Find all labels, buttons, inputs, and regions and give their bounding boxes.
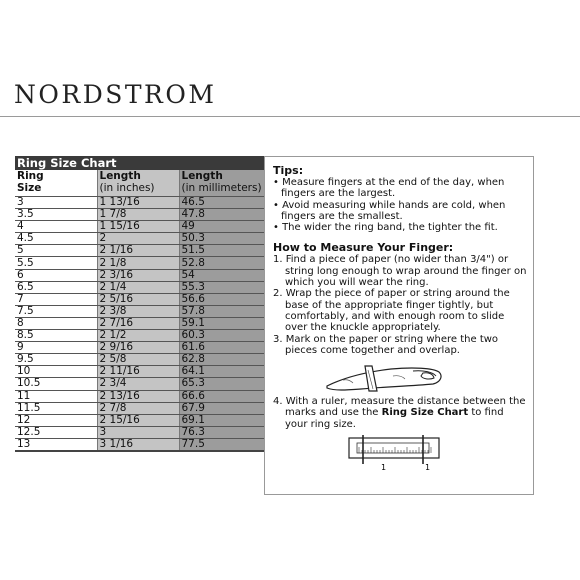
- length-inches-cell: 2 3/8: [97, 305, 179, 317]
- table-row: [15, 342, 266, 354]
- ring-size-cell: 10: [15, 366, 97, 378]
- tips-heading: Tips:: [273, 164, 304, 177]
- table-row: [15, 354, 266, 366]
- table-row: [15, 305, 266, 317]
- length-inches-cell: 2 9/16: [97, 342, 179, 354]
- ruler-icon: [273, 430, 529, 474]
- table-row: [15, 245, 266, 257]
- header-label: Length: [181, 170, 223, 182]
- ring-size-chart: [15, 156, 266, 452]
- table-row: [15, 317, 266, 329]
- length-mm-cell: 57.8: [179, 305, 266, 317]
- ring-size-cell: 12.5: [15, 426, 97, 438]
- ring-size-cell: 3: [15, 197, 97, 209]
- ring-size-cell: 5: [15, 245, 97, 257]
- table-row: [15, 233, 266, 245]
- length-mm-cell: 56.6: [179, 293, 266, 305]
- ring-size-cell: 6.5: [15, 281, 97, 293]
- finger-with-paper-strip-icon: [273, 356, 529, 396]
- ring-size-cell: 4.5: [15, 233, 97, 245]
- table-row: [15, 402, 266, 414]
- ruler-number: 1: [381, 463, 387, 473]
- header-divider: [0, 116, 580, 117]
- table-row: [15, 197, 266, 209]
- table-row: [15, 366, 266, 378]
- length-mm-cell: 51.5: [179, 245, 266, 257]
- header-length-mm: [179, 170, 266, 197]
- tips-panel: [264, 156, 534, 495]
- length-inches-cell: 2 5/16: [97, 293, 179, 305]
- ring-size-cell: 9: [15, 342, 97, 354]
- length-inches-cell: 2 13/16: [97, 390, 179, 402]
- step4-chart-ref: Ring Size Chart: [381, 407, 469, 419]
- ring-size-cell: 8: [15, 317, 97, 329]
- length-inches-cell: 3 1/16: [97, 438, 179, 451]
- table-row: [15, 257, 266, 269]
- length-inches-cell: 2 7/16: [97, 317, 179, 329]
- ring-size-cell: 3.5: [15, 209, 97, 221]
- length-mm-cell: 54: [179, 269, 266, 281]
- howto-step: [273, 396, 527, 430]
- length-mm-cell: 59.1: [179, 317, 266, 329]
- length-mm-cell: 69.1: [179, 414, 266, 426]
- howto-step: 2. Wrap the piece of paper or string around the base of the appropriate finger tightly, but comfortably, and with enough room to slide over the knuckle appropriately.: [273, 288, 510, 334]
- length-inches-cell: 1 7/8: [97, 209, 179, 221]
- length-mm-cell: 66.6: [179, 390, 266, 402]
- table-row: [15, 281, 266, 293]
- table-row: [15, 378, 266, 390]
- length-mm-cell: 64.1: [179, 366, 266, 378]
- table-row: [15, 390, 266, 402]
- table-row: [15, 426, 266, 438]
- length-inches-cell: 2 1/8: [97, 257, 179, 269]
- chart-title: Ring Size Chart: [15, 156, 266, 170]
- header-ring-size: [15, 170, 97, 197]
- ring-size-cell: 4: [15, 221, 97, 233]
- length-mm-cell: 50.3: [179, 233, 266, 245]
- length-inches-cell: 2: [97, 233, 179, 245]
- ring-size-cell: 11: [15, 390, 97, 402]
- ring-size-cell: 12: [15, 414, 97, 426]
- nordstrom-logo: NORDSTROM: [14, 80, 217, 109]
- ring-size-cell: 8.5: [15, 330, 97, 342]
- length-mm-cell: 67.9: [179, 402, 266, 414]
- ring-size-cell: 13: [15, 438, 97, 451]
- length-mm-cell: 60.3: [179, 330, 266, 342]
- table-row: [15, 293, 266, 305]
- step4-text: to find your ring size.: [285, 407, 504, 430]
- length-mm-cell: 77.5: [179, 438, 266, 451]
- length-mm-cell: 62.8: [179, 354, 266, 366]
- table-row: [15, 438, 266, 451]
- length-inches-cell: 2 1/4: [97, 281, 179, 293]
- howto-heading: How to Measure Your Finger:: [273, 241, 454, 255]
- length-inches-cell: 3: [97, 426, 179, 438]
- howto-step: 3. Mark on the paper or string where the two pieces come together and overlap.: [273, 333, 499, 356]
- length-inches-cell: 2 1/16: [97, 245, 179, 257]
- header-label: Length: [99, 170, 141, 182]
- ring-size-cell: 6: [15, 269, 97, 281]
- table-row: [15, 269, 266, 281]
- length-inches-cell: 2 3/16: [97, 269, 179, 281]
- length-inches-cell: 1 15/16: [97, 221, 179, 233]
- ring-size-cell: 9.5: [15, 354, 97, 366]
- ring-size-cell: 11.5: [15, 402, 97, 414]
- header-unit: (in inches): [99, 181, 155, 194]
- ruler-number: 1: [425, 463, 431, 473]
- header-length-inches: [97, 170, 179, 197]
- tip-item: • The wider the ring band, the tighter the fit.: [273, 222, 498, 234]
- length-inches-cell: 2 1/2: [97, 330, 179, 342]
- ring-size-cell: 7.5: [15, 305, 97, 317]
- length-inches-cell: 2 3/4: [97, 378, 179, 390]
- ring-size-cell: 5.5: [15, 257, 97, 269]
- step4-text: 4. With a ruler, measure the distance between the marks and use the: [273, 396, 526, 419]
- length-inches-cell: 2 15/16: [97, 414, 179, 426]
- ring-size-cell: 10.5: [15, 378, 97, 390]
- length-mm-cell: 47.8: [179, 209, 266, 221]
- length-mm-cell: 55.3: [179, 281, 266, 293]
- table-row: [15, 221, 266, 233]
- table-row: [15, 414, 266, 426]
- length-mm-cell: 76.3: [179, 426, 266, 438]
- table-row: [15, 330, 266, 342]
- length-mm-cell: 46.5: [179, 197, 266, 209]
- length-mm-cell: 49: [179, 221, 266, 233]
- length-mm-cell: 61.6: [179, 342, 266, 354]
- length-mm-cell: 65.3: [179, 378, 266, 390]
- length-inches-cell: 2 5/8: [97, 354, 179, 366]
- tip-item: • Avoid measuring while hands are cold, when fingers are the smallest.: [273, 199, 506, 222]
- length-mm-cell: 52.8: [179, 257, 266, 269]
- header-unit: (in millimeters): [181, 181, 262, 194]
- howto-step: 1. Find a piece of paper (no wider than 3/4") or string long enough to wrap around the finger on which you will wear the ring.: [273, 254, 527, 289]
- length-inches-cell: 2 7/8: [97, 402, 179, 414]
- ring-size-table: [15, 170, 266, 452]
- tip-item: • Measure fingers at the end of the day, when fingers are the largest.: [273, 177, 505, 200]
- header-label: Ring: [17, 170, 44, 182]
- table-row: [15, 209, 266, 221]
- length-inches-cell: 2 11/16: [97, 366, 179, 378]
- table-header-row: [15, 170, 266, 197]
- ring-size-cell: 7: [15, 293, 97, 305]
- length-inches-cell: 1 13/16: [97, 197, 179, 209]
- header-label: Size: [17, 181, 42, 194]
